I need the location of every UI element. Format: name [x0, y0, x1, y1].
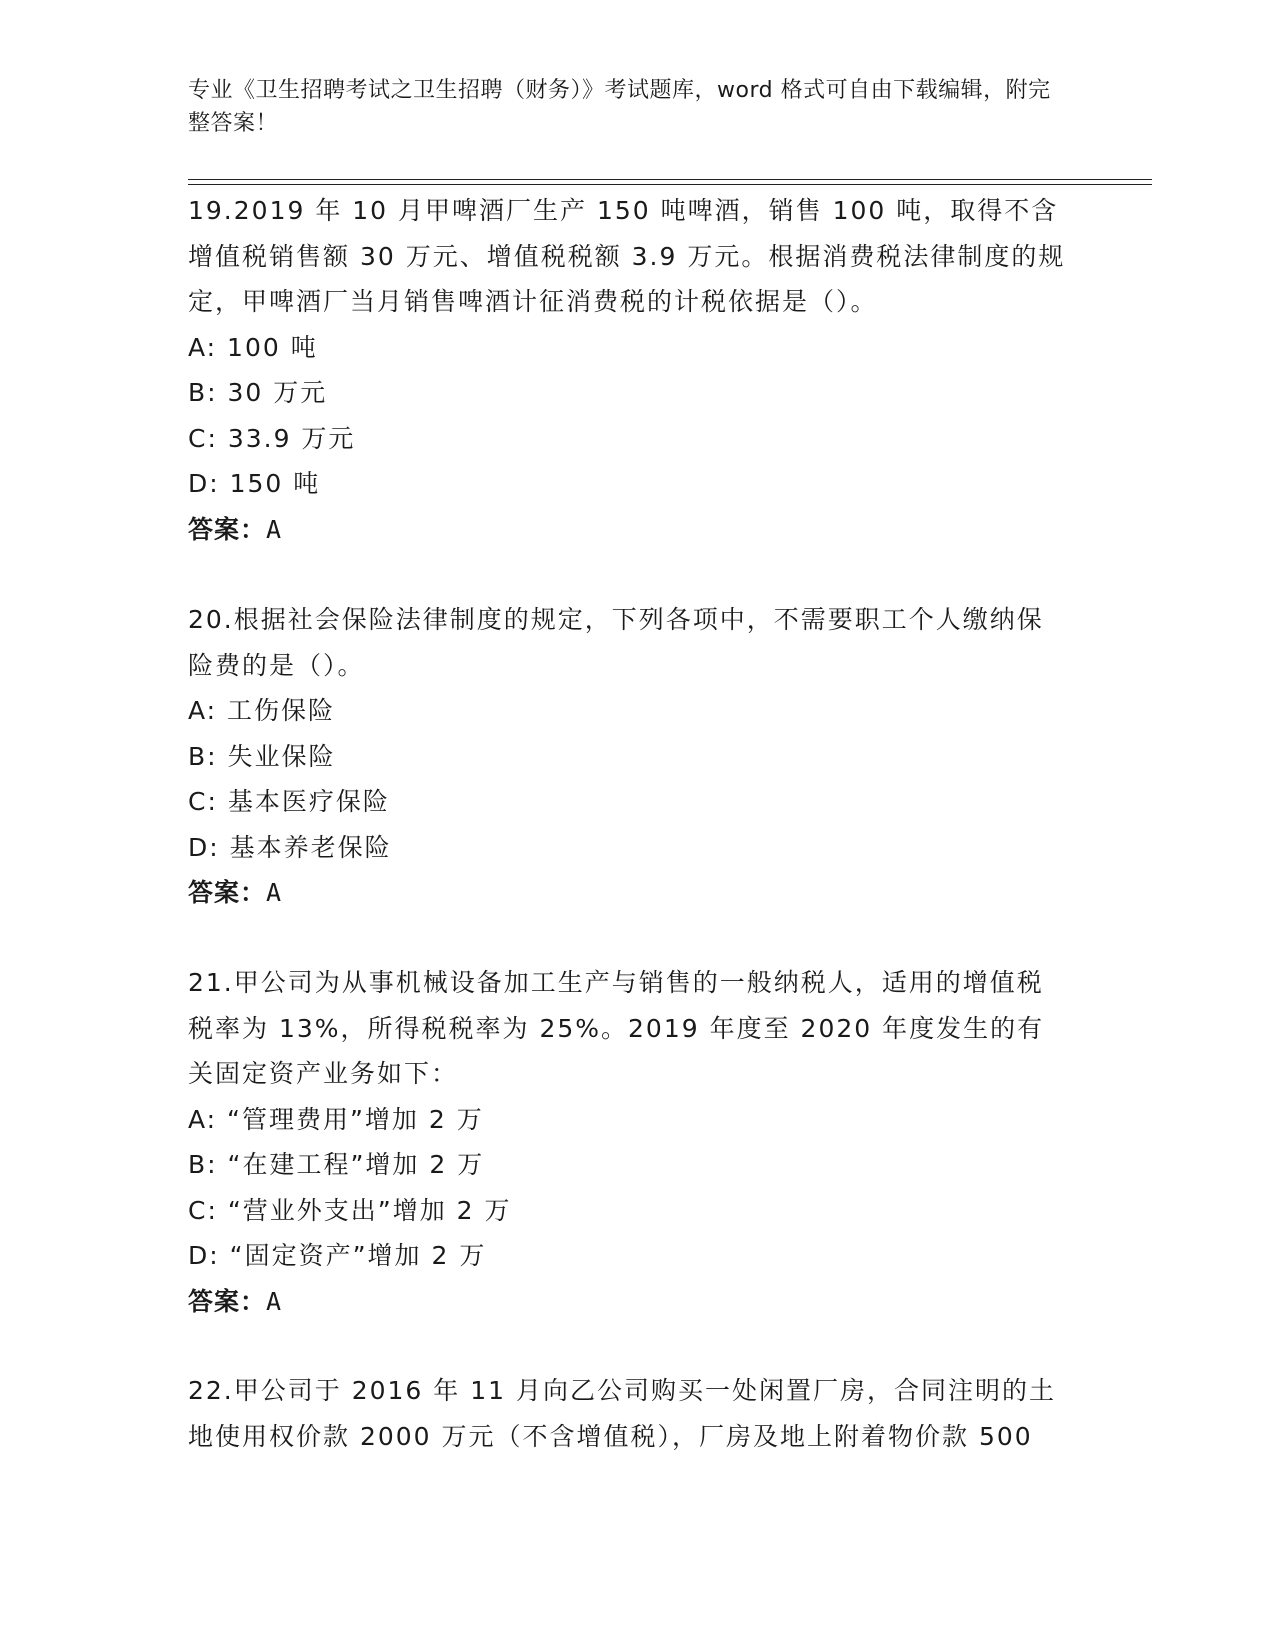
question-19	[188, 188, 1068, 552]
option-a: A: 100 吨	[188, 332, 318, 362]
question-22	[188, 1368, 1068, 1459]
option-d: D: 150 吨	[188, 469, 321, 498]
option-c: C: 基本医疗保险	[188, 787, 390, 816]
header-rule-top	[188, 179, 1152, 180]
option-c: C: “营业外支出”增加 2 万	[188, 1195, 512, 1225]
option-c: C: 33.9 万元	[188, 423, 356, 453]
answer-value: A	[266, 1286, 283, 1316]
option-a: A: 工伤保险	[188, 696, 336, 725]
option-b: B: 失业保险	[188, 741, 336, 771]
answer	[188, 507, 1068, 553]
question-stem: 22.甲公司于 2016 年 11 月向乙公司购买一处闲置厂房，合同注明的土地使用权价款 2000 万元（不含增值税），厂房及地上附着物价款 500	[188, 1376, 1056, 1451]
document-header: 专业《卫生招聘考试之卫生招聘（财务）》考试题库，word 格式可自由下载编辑，附完整答案！	[188, 78, 1051, 136]
answer	[188, 1279, 1068, 1325]
answer	[188, 870, 1068, 916]
option-a: A: “管理费用”增加 2 万	[188, 1104, 484, 1134]
answer-label: 答案：	[188, 878, 267, 907]
answer-label: 答案：	[188, 1286, 267, 1316]
option-b: B: 30 万元	[188, 378, 328, 407]
header-rule-bottom	[188, 184, 1152, 185]
question-stem: 19.2019 年 10 月甲啤酒厂生产 150 吨啤酒，销售 100 吨，取得不含增值税销售额 30 万元、增值税税额 3.9 万元。根据消费税法律制度的规定，甲啤酒厂当月销售啤酒计征消费税的计税依据是（）。	[188, 196, 1066, 316]
question-stem: 20.根据社会保险法律制度的规定，下列各项中，不需要职工个人缴纳保险费的是（）。	[188, 605, 1044, 680]
option-b: B: “在建工程”增加 2 万	[188, 1150, 485, 1179]
answer-label: 答案：	[188, 514, 267, 544]
option-d: D: 基本养老保险	[188, 832, 392, 862]
question-20	[188, 597, 1068, 916]
option-d: D: “固定资产”增加 2 万	[188, 1241, 487, 1270]
answer-value: A	[266, 514, 283, 544]
question-21	[188, 960, 1068, 1324]
question-stem: 21.甲公司为从事机械设备加工生产与销售的一般纳税人，适用的增值税税率为 13%，所得税税率为 25%。2019 年度至 2020 年度发生的有关固定资产业务如下：	[188, 968, 1045, 1088]
answer-value: A	[266, 878, 283, 907]
